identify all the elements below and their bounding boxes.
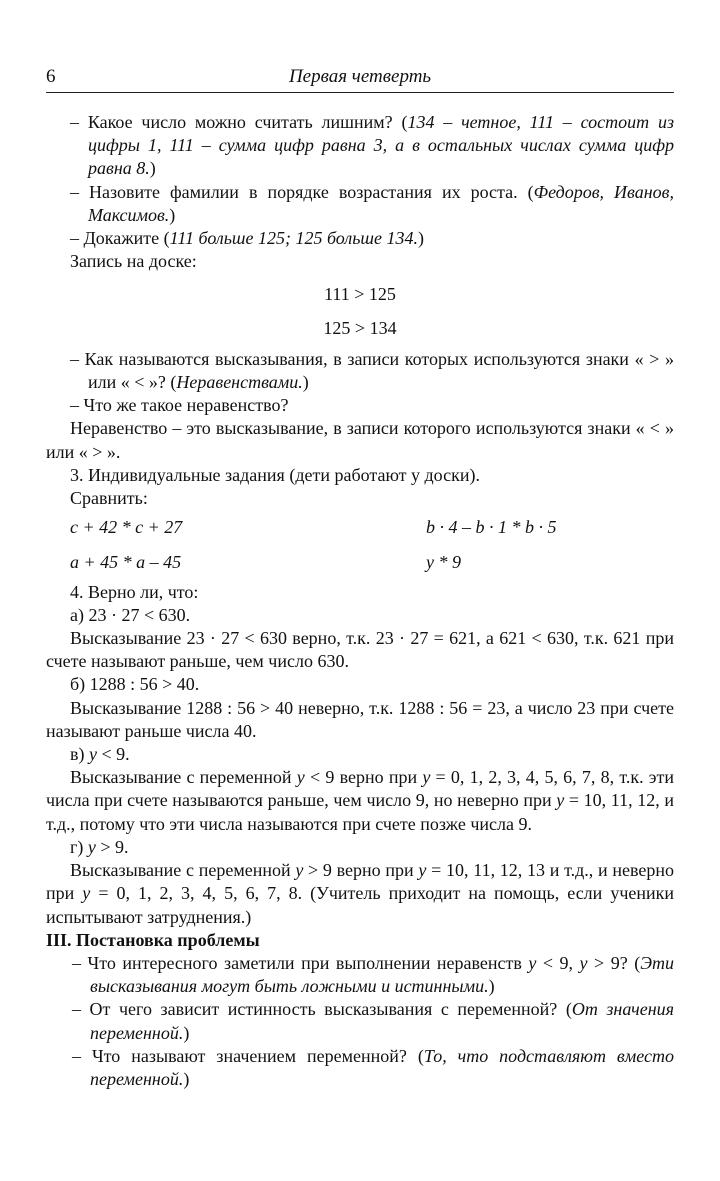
compare-expr-1a: с + 42 * с + 27 [70,517,183,538]
page-header [46,64,674,93]
section-heading: III. Постановка проблемы [46,929,260,950]
question-statement-names: – Как называются высказывания, в записи которых используются знаки « > » или « < »? (Неравенствами.) [70,348,674,393]
question-interesting: – Что интересного заметили при выполнении неравенств у < 9, у > 9? (Эти высказывания могут быть ложными и истинными.) [72,952,674,997]
item-v: в) у < 9. [70,744,130,765]
item-a: а) 23 · 27 < 630. [70,604,191,625]
item-g: г) у > 9. [70,836,129,857]
question-truth: – От чего зависит истинность высказывания с переменной? (От значения переменной.) [72,999,674,1043]
formula-2: 125 > 134 [323,317,397,338]
formula-1: 111 > 125 [324,284,396,305]
question-inequality: – Что же такое неравенство? [70,395,289,416]
definition-inequality: Неравенство – это высказывание, в записи которого используются знаки « < » или « > ». [46,418,674,462]
item-b: б) 1288 : 56 > 40. [70,674,200,695]
question-prove: – Докажите (111 больше 125; 125 больше 134.) [70,228,424,249]
task-4-title: 4. Верно ли, что: [70,581,199,602]
answer-a: Высказывание 23 · 27 < 630 верно, т.к. 23 · 27 = 621, а 621 < 630, т.к. 621 при счете называют раньше, чем число 630. [46,628,674,672]
page-number: 6 [46,66,56,87]
compare-label: Сравнить: [70,488,148,509]
compare-row-2 [46,551,674,574]
answer-g: Высказывание с переменной у > 9 верно при у = 10, 11, 12, 13 и т.д., и неверно при у = 0, 1, 2, 3, 4, 5, 6, 7, 8. (Учитель приходит на помощь, если ученики испытывают затруднения.) [46,860,675,927]
answer-v: Высказывание с переменной у < 9 верно при у = 0, 1, 2, 3, 4, 5, 6, 7, 8, т.к. эти числа при счете называются раньше, чем число 9, но неверно при у = 10, 11, 12, и т.д., потому что эти числа называются при счете позже числа 9. [46,767,675,834]
question-odd-number: – Какое число можно считать лишним? (134 – четное, 111 – состоит из цифры 1, 111 – сумма цифр равна 3, а в остальных числах сумма цифр равна 8.) [70,112,674,179]
compare-expr-2b: у * 9 [426,552,461,573]
running-title: Первая четверть [288,66,432,87]
question-surnames: – Назовите фамилии в порядке возрастания их роста. (Федоров, Иванов, Максимов.) [70,181,674,225]
answer-b: Высказывание 1288 : 56 > 40 неверно, т.к. 1288 : 56 = 23, а число 23 при счете называют раньше числа 40. [46,697,674,741]
compare-row-1 [46,516,674,539]
page-body [46,111,674,1091]
board-record-label: Запись на доске: [70,251,197,272]
compare-expr-1b: b · 4 – b · 1 * b · 5 [426,517,557,538]
question-variable-value: – Что называют значением переменной? (То, что подставляют вместо переменной.) [72,1045,674,1089]
compare-expr-2a: а + 45 * а – 45 [70,552,182,573]
task-3-title: 3. Индивидуальные задания (дети работают у доски). [70,464,480,485]
